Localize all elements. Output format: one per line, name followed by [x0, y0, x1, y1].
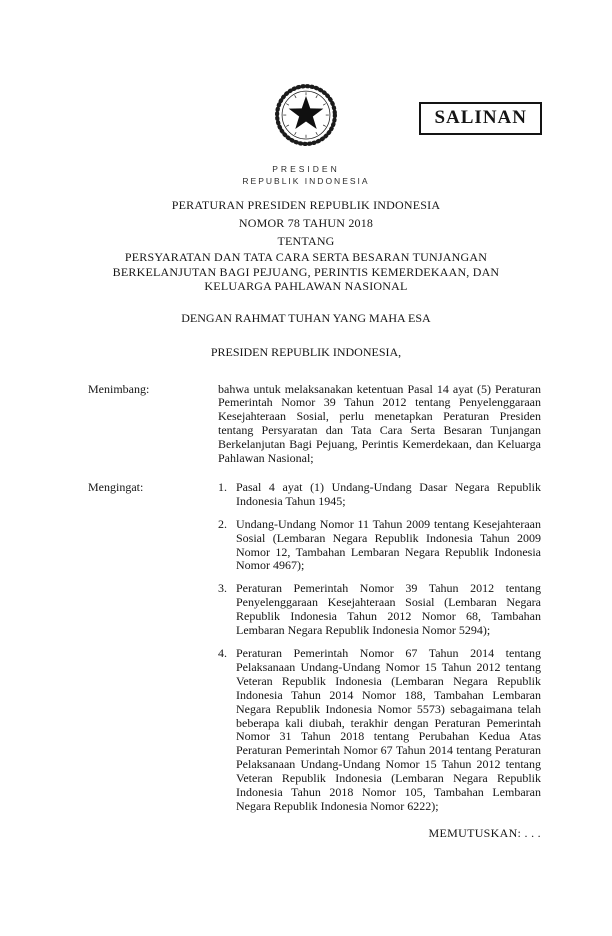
doc-title-block — [0, 196, 612, 250]
recalling-label: Mengingat: — [88, 479, 144, 494]
list-item-number: 4. — [218, 646, 227, 660]
memutuskan-line: MEMUTUSKAN: . . . — [428, 825, 541, 840]
letterhead-line1: PRESIDEN — [272, 164, 340, 174]
list-item-text: Peraturan Pemerintah Nomor 67 Tahun 2014 tentang Pelaksanaan Undang-Undang Nomor 15 Tahun 2012 tentang Veteran Republik Indonesia (Lembaran Negara Republik Indonesia Tahun 2014 Nomor 188, Tambahan Lembaran Negara Republik Indonesia Nomor 5573) sebagaimana telah beberapa kali diubah, terakhir dengan Peraturan Pemerintah Nomor 31 Tahun 2018 tentang Perubahan Kedua Atas Peraturan Pemerintah Nomor 67 Tahun 2014 tentang Peraturan Pelaksanaan Undang-Undang Nomor 15 Tahun 2012 tentang Veteran Republik Indonesia (Lembaran Negara Republik Indonesia Tahun 2018 Nomor 105, Tambahan Lembaran Negara Republik Indonesia Nomor 6222); — [236, 646, 541, 813]
considering-label: Menimbang: — [88, 381, 150, 396]
authority-line: PRESIDEN REPUBLIK INDONESIA, — [210, 344, 402, 359]
considering-clause — [88, 383, 541, 466]
clauses — [88, 383, 541, 841]
list-item-number: 3. — [218, 581, 227, 596]
list-item-text: Peraturan Pemerintah Nomor 39 Tahun 2012 tentang Penyelenggaraan Kesejahteraan Sosial (Lembaran Negara Republik Indonesia Tahun 2012 Nomor 68, Tambahan Lembaran Negara Republik Indonesia Nomor 5294); — [236, 581, 541, 638]
list-item — [218, 647, 541, 814]
presidential-star-emblem-icon — [268, 74, 344, 150]
list-item-number: 1. — [218, 479, 227, 494]
doc-number: NOMOR 78 TAHUN 2018 — [238, 216, 374, 230]
doc-subject: PERSYARATAN DAN TATA CARA SERTA BESARAN TUNJANGAN BERKELANJUTAN BAGI PEJUANG, PERINTIS KEMERDEKAAN, DAN KELUARGA PAHLAWAN NASIONAL — [112, 250, 500, 293]
list-item-text: Pasal 4 ayat (1) Undang-Undang Dasar Negara Republik Indonesia Tahun 1945; — [236, 479, 541, 508]
recalling-clause — [88, 481, 541, 814]
list-item — [218, 481, 541, 509]
doc-title: PERATURAN PRESIDEN REPUBLIK INDONESIA — [171, 198, 441, 212]
considering-text: bahwa untuk melaksanakan ketentuan Pasal 14 ayat (5) Peraturan Pemerintah Nomor 39 Tahun 2012 tentang Penyelenggaraan Kesejahteraan Sosial, perlu menetapkan Peraturan Presiden tentang Persyaratan dan Tata Cara Serta Besaran Tunjangan Berkelanjutan Bagi Pejuang, Perintis Kemerdekaan, dan Keluarga Pahlawan Nasional; — [218, 381, 541, 466]
recalling-list — [218, 481, 541, 814]
tentang-label: TENTANG — [277, 234, 335, 248]
list-item — [218, 582, 541, 638]
letterhead-line2: REPUBLIK INDONESIA — [242, 176, 370, 186]
salinan-stamp: SALINAN — [419, 102, 542, 135]
grace-line: DENGAN RAHMAT TUHAN YANG MAHA ESA — [181, 310, 431, 325]
list-item-number: 2. — [218, 516, 227, 531]
document-body — [0, 196, 612, 841]
list-item-text: Undang-Undang Nomor 11 Tahun 2009 tentang Kesejahteraan Sosial (Lembaran Negara Republik Indonesia Tahun 2009 Nomor 12, Tambahan Lembaran Negara Republik Indonesia Nomor 4967); — [236, 516, 541, 573]
letterhead — [0, 164, 612, 186]
list-item — [218, 518, 541, 574]
